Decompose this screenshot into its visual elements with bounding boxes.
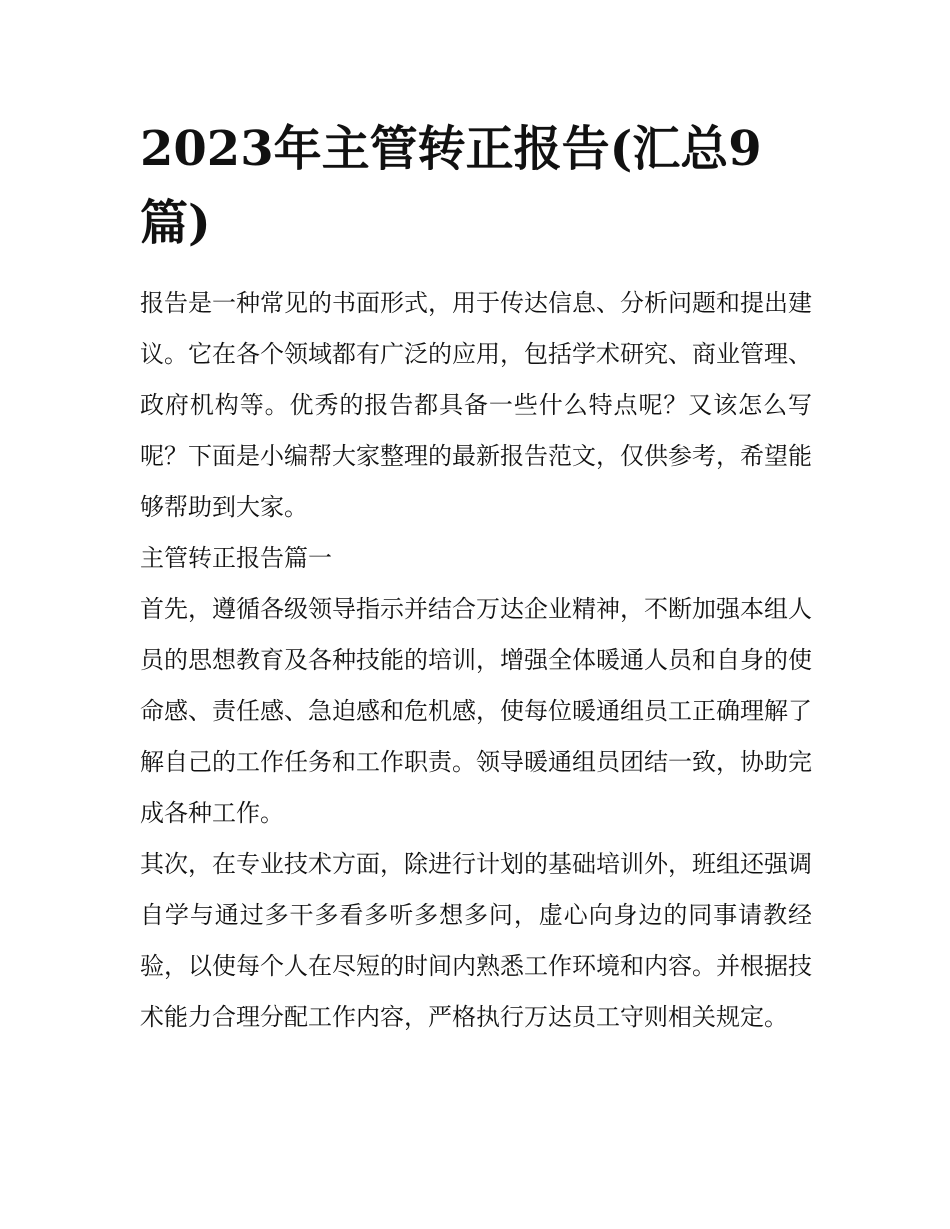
intro-paragraph: 报告是一种常见的书面形式，用于传达信息、分析问题和提出建议。它在各个领域都有广泛的应用，包括学术研究、商业管理、政府机构等。优秀的报告都具备一些什么特点呢？又该怎么写呢？下面是小编帮大家整理的最新报告范文，仅供参考，希望能够帮助到大家。 (140, 289, 812, 521)
section-heading: 主管转正报告篇一 (140, 544, 332, 572)
body-paragraph: 首先，遵循各级领导指示并结合万达企业精神，不断加强本组人员的思想教育及各种技能的培训，增强全体暖通人员和自身的使命感、责任感、急迫感和危机感，使每位暖通组员工正确理解了解自己的工作任务和工作职责。领导暖通组员团结一致，协助完成各种工作。 (140, 595, 812, 827)
document-body (140, 112, 812, 1043)
body-paragraph: 其次，在专业技术方面，除进行计划的基础培训外，班组还强调自学与通过多干多看多听多想多问，虚心向身边的同事请教经验，以使每个人在尽短的时间内熟悉工作环境和内容。并根据技术能力合理分配工作内容，严格执行万达员工守则相关规定。 (140, 850, 812, 1031)
document-title: 2023年主管转正报告(汇总9篇) (140, 121, 762, 251)
